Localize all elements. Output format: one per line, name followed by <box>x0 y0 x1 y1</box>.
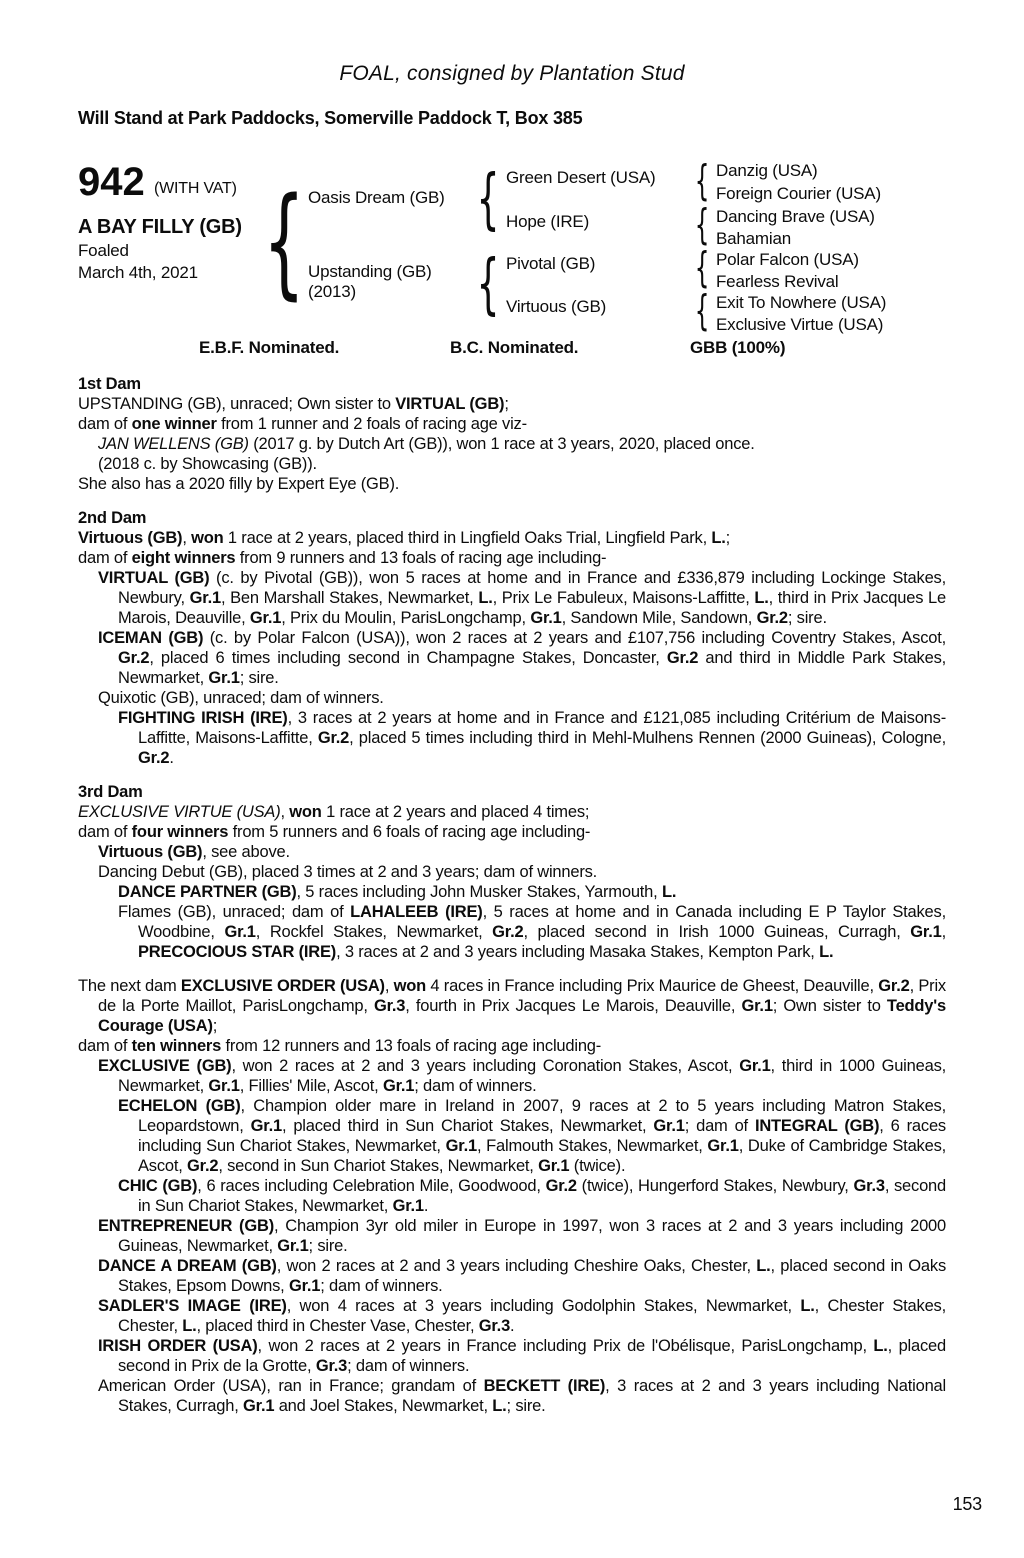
section-heading: 3rd Dam <box>78 783 143 801</box>
pedigree-paragraph: American Order (USA), ran in France; grandam of BECKETT (IRE), 3 races at 2 and 3 years including National Stakes, Curragh, Gr.1 and Joel Stakes, Newmarket, L.; sire. <box>98 1377 947 1415</box>
gbb-nomination: GBB (100%) <box>690 338 786 357</box>
pedigree-paragraph: (2018 c. by Showcasing (GB)). <box>98 455 317 473</box>
pedigree-paragraph: Virtuous (GB), won 1 race at 2 years, placed third in Lingfield Oaks Trial, Lingfield Park, L.; <box>78 529 730 547</box>
ggparent-name: Bahamian <box>716 229 791 248</box>
pedigree-paragraph: SADLER'S IMAGE (IRE), won 4 races at 3 years including Godolphin Stakes, Newmarket, L., Chester Stakes, Chester, L., placed third in Chester Vase, Chester, Gr.3. <box>98 1297 946 1335</box>
pedigree-brace-gg3: { <box>694 243 710 292</box>
pedigree-paragraph: IRISH ORDER (USA), won 2 races at 2 years in France including Prix de l'Obélisque, ParisLongchamp, L., placed second in Prix de la Grotte, Gr.3; dam of winners. <box>98 1337 946 1375</box>
ggparent-name: Foreign Courier (USA) <box>716 184 881 203</box>
pedigree-paragraph: The next dam EXCLUSIVE ORDER (USA), won 4 races in France including Prix Maurice de Gheest, Deauville, Gr.2, Prix de la Porte Maillot, ParisLongchamp, Gr.3, fourth in Prix Jacques Le Marois, Deauville, Gr.1; Own sister to Teddy's Courage (USA); <box>78 977 946 1035</box>
pedigree-paragraph: She also has a 2020 filly by Expert Eye (GB). <box>78 475 400 493</box>
ggparent-name: Danzig (USA) <box>716 161 818 180</box>
stand-location-line: Will Stand at Park Paddocks, Somerville Paddock T, Box 385 <box>78 108 583 128</box>
ggparent-name: Fearless Revival <box>716 272 839 291</box>
pedigree-paragraph: DANCE PARTNER (GB), 5 races including John Musker Stakes, Yarmouth, L. <box>118 883 677 901</box>
dam-section <box>78 782 946 962</box>
dam-name: Upstanding (GB) <box>308 262 432 281</box>
pedigree-paragraph: dam of eight winners from 9 runners and 13 foals of racing age including- <box>78 549 607 567</box>
dam-sire-name: Pivotal (GB) <box>506 254 596 273</box>
vat-note: (WITH VAT) <box>154 180 237 197</box>
pedigree-paragraph: Virtuous (GB), see above. <box>98 843 290 861</box>
ebf-nomination: E.B.F. Nominated. <box>199 338 340 357</box>
dam-section <box>78 508 946 768</box>
page-number: 153 <box>952 1494 982 1514</box>
sire-name: Oasis Dream (GB) <box>308 188 445 207</box>
bc-nomination: B.C. Nominated. <box>450 338 579 357</box>
pedigree-brace-dam: { <box>476 245 500 322</box>
page-title: FOAL, consigned by Plantation Stud <box>339 62 685 85</box>
pedigree-paragraph: CHIC (GB), 6 races including Celebration Mile, Goodwood, Gr.2 (twice), Hungerford Stakes, Newbury, Gr.3, second in Sun Chariot Stakes, Newmarket, Gr.1. <box>118 1177 947 1215</box>
catalogue-text <box>78 374 946 1416</box>
ggparent-name: Exclusive Virtue (USA) <box>716 315 884 334</box>
ggparent-name: Polar Falcon (USA) <box>716 250 859 269</box>
pedigree-paragraph: JAN WELLENS (GB) (2017 g. by Dutch Art (GB)), won 1 race at 3 years, 2020, placed once. <box>98 435 755 453</box>
dam-dam-name: Virtuous (GB) <box>506 297 607 316</box>
pedigree-paragraph: VIRTUAL (GB) (c. by Pivotal (GB)), won 5 races at home and in France and £336,879 including Lockinge Stakes, Newbury, Gr.1, Ben Marshall Stakes, Newmarket, L., Prix Le Fabuleux, Maisons-Laffitte, L., third in Prix Jacques Le Marois, Deauville, Gr.1, Prix du Moulin, ParisLongchamp, Gr.1, Sandown Mile, Sandown, Gr.2; sire. <box>98 569 947 627</box>
foaled-label: Foaled <box>78 241 129 260</box>
pedigree-brace-gg2: { <box>694 200 710 249</box>
pedigree-paragraph: EXCLUSIVE (GB), won 2 races at 2 and 3 years including Coronation Stakes, Ascot, Gr.1, third in 1000 Guineas, Newmarket, Gr.1, Fillies' Mile, Ascot, Gr.1; dam of winners. <box>98 1057 947 1095</box>
pedigree-paragraph: dam of four winners from 5 runners and 6 foals of racing age including- <box>78 823 591 841</box>
dam-year: (2013) <box>308 282 356 301</box>
pedigree-brace-gg4: { <box>694 286 710 335</box>
sire-dam-name: Hope (IRE) <box>506 212 590 231</box>
ggparent-name: Dancing Brave (USA) <box>716 207 875 226</box>
pedigree-paragraph: EXCLUSIVE VIRTUE (USA), won 1 race at 2 years and placed 4 times; <box>78 803 590 821</box>
pedigree-paragraph: ECHELON (GB), Champion older mare in Ireland in 2007, 9 races at 2 to 5 years including Matron Stakes, Leopardstown, Gr.1, placed third in Sun Chariot Stakes, Newmarket, Gr.1; dam of INTEGRAL (GB), 6 races including Sun Chariot Stakes, Newmarket, Gr.1, Falmouth Stakes, Newmarket, Gr.1, Duke of Cambridge Stakes, Ascot, Gr.2, second in Sun Chariot Stakes, Newmarket, Gr.1 (twice). <box>118 1097 947 1175</box>
sire-sire-name: Green Desert (USA) <box>506 168 656 187</box>
pedigree-paragraph: dam of ten winners from 12 runners and 13 foals of racing age including- <box>78 1037 602 1055</box>
dam-section <box>78 374 946 494</box>
pedigree-brace-gg1: { <box>694 156 710 205</box>
pedigree-paragraph: Quixotic (GB), unraced; dam of winners. <box>98 689 384 707</box>
pedigree-paragraph: Dancing Debut (GB), placed 3 times at 2 and 3 years; dam of winners. <box>98 863 598 881</box>
horse-description: A BAY FILLY (GB) <box>78 216 242 238</box>
pedigree-paragraph: ICEMAN (GB) (c. by Polar Falcon (USA)), won 2 races at 2 years and £107,756 including Coventry Stakes, Ascot, Gr.2, placed 6 times including second in Champagne Stakes, Doncaster, Gr.2 and third in Middle Park Stakes, Newmarket, Gr.1; sire. <box>98 629 947 687</box>
pedigree-paragraph: ENTREPRENEUR (GB), Champion 3yr old miler in Europe in 1997, won 3 races at 2 and 3 years including 2000 Guineas, Newmarket, Gr.1; sire. <box>98 1217 946 1255</box>
pedigree-paragraph: DANCE A DREAM (GB), won 2 races at 2 and 3 years including Cheshire Oaks, Chester, L., placed second in Oaks Stakes, Epsom Downs, Gr.1; dam of winners. <box>98 1257 946 1295</box>
dam-section <box>78 976 946 1416</box>
section-heading: 1st Dam <box>78 375 141 393</box>
foaled-date: March 4th, 2021 <box>78 263 198 282</box>
pedigree-paragraph: Flames (GB), unraced; dam of LAHALEEB (IRE), 5 races at home and in Canada including E P Taylor Stakes, Woodbine, Gr.1, Rockfel Stakes, Newmarket, Gr.2, placed second in Irish 1000 Guineas, Curragh, Gr.1, PRECOCIOUS STAR (IRE), 3 races at 2 and 3 years including Masaka Stakes, Kempton Park, L. <box>118 903 946 961</box>
pedigree-paragraph: FIGHTING IRISH (IRE), 3 races at 2 years at home and in France and £121,085 including Critérium de Maisons-Laffitte, Maisons-Laffitte, Gr.2, placed 5 times including third in Mehl-Mulhens Rennen (2000 Guineas), Cologne, Gr.2. <box>118 709 946 767</box>
pedigree-paragraph: dam of one winner from 1 runner and 2 foals of racing age viz- <box>78 415 527 433</box>
lot-number: 942 <box>78 160 145 204</box>
section-heading: 2nd Dam <box>78 509 147 527</box>
pedigree-brace-sire: { <box>476 160 500 237</box>
pedigree-paragraph: UPSTANDING (GB), unraced; Own sister to VIRTUAL (GB); <box>78 395 509 413</box>
pedigree-brace-main: { <box>263 173 305 312</box>
ggparent-name: Exit To Nowhere (USA) <box>716 293 887 312</box>
